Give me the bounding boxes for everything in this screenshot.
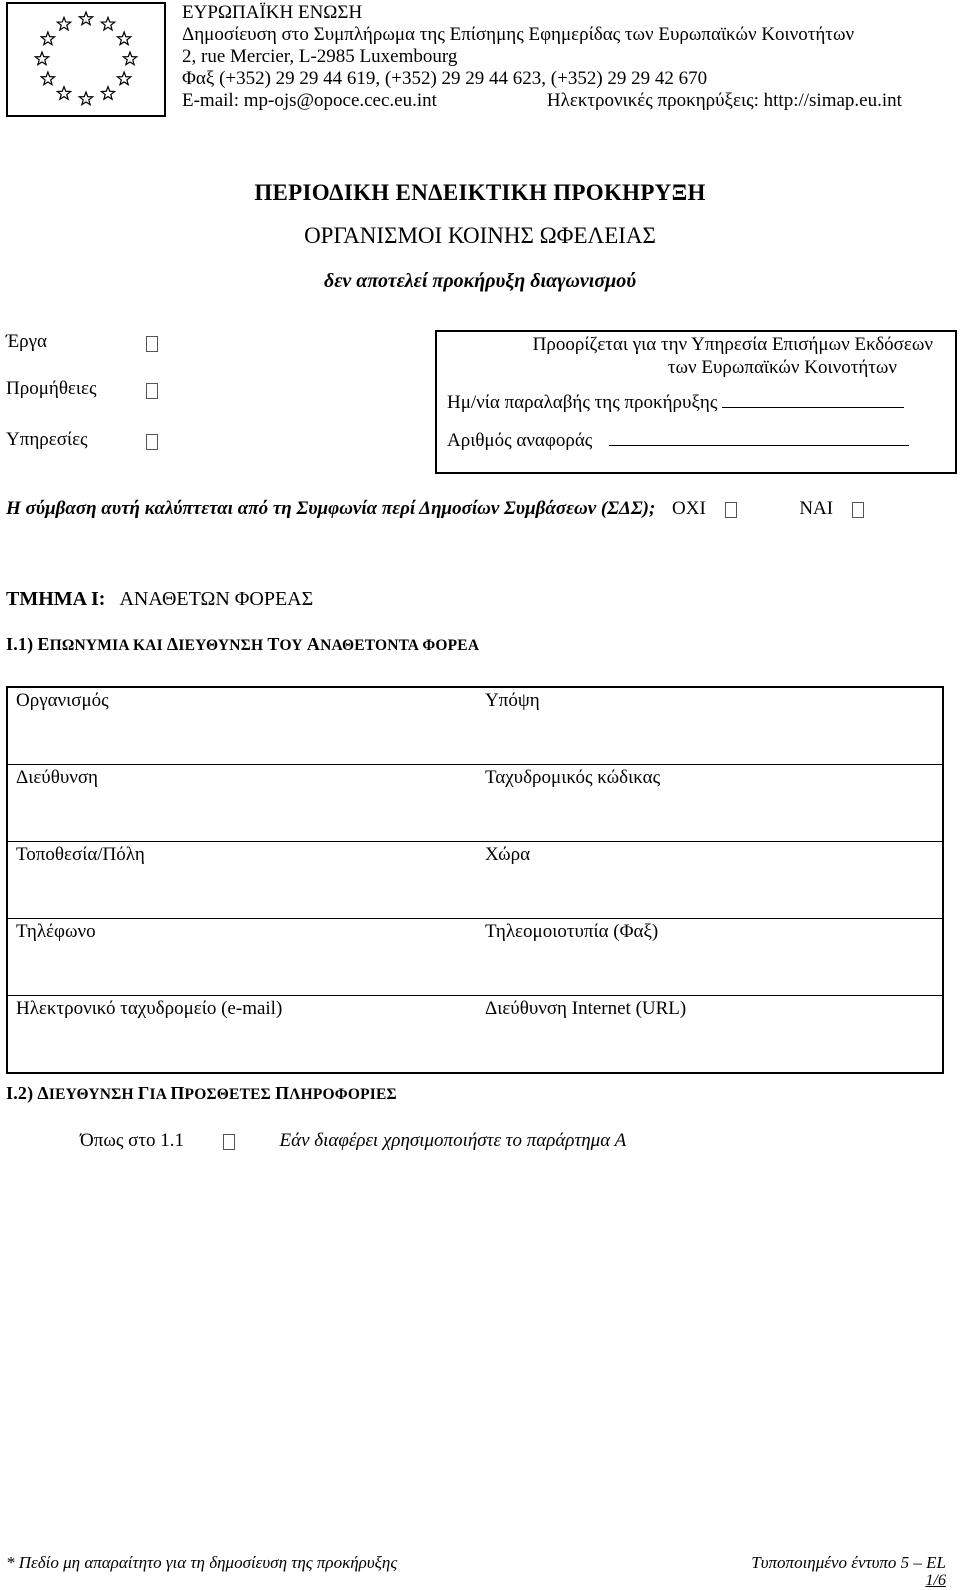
gpa-no-checkbox[interactable] (725, 502, 737, 518)
contracting-entity-form (6, 686, 944, 1074)
form-row (8, 918, 942, 995)
star-icon (79, 92, 92, 105)
section-label: ΤΜΗΜΑ I: (6, 588, 106, 610)
field-postal-code[interactable]: Ταχυδρομικός κώδικας (485, 767, 661, 788)
subsection-number: I.1) (6, 634, 34, 654)
supplies-checkbox[interactable] (146, 383, 158, 399)
reception-ref-field[interactable] (447, 430, 909, 452)
header-email: E-mail: mp-ojs@opoce.cec.eu.int (182, 90, 437, 111)
subsection-title: ΕΠΩΝΥΜΙΑ ΚΑΙ ΔΙΕΥΘΥΝΣΗ ΤΟΥ ΑΝΑΘΕΤΟΝΤΑ ΦΟΡΕΑ (37, 634, 480, 654)
works-checkbox[interactable] (146, 336, 158, 352)
subsection-number: I.2) (6, 1083, 34, 1103)
page-number: 1/6 (925, 1572, 946, 1589)
contract-type-works (6, 331, 47, 353)
subsection-title: ΔΙΕΥΘΥΝΣΗ ΓΙΑ ΠΡΟΣΘΕΤΕΣ ΠΛΗΡΟΦΟΡΙΕΣ (37, 1083, 397, 1103)
star-icon (117, 32, 130, 45)
gpa-question: Η σύμβαση αυτή καλύπτεται από τη Συμφωνία περί Δημοσίων Συμβάσεων (ΣΔΣ); (6, 498, 656, 519)
star-icon (41, 72, 54, 85)
field-town[interactable]: Τοποθεσία/Πόλη (16, 844, 145, 865)
field-url[interactable]: Διεύθυνση Internet (URL) (485, 998, 687, 1019)
header-tenders: Ηλεκτρονικές προκηρύξεις: http://simap.eu.int (546, 90, 902, 111)
form-row (8, 764, 942, 841)
reception-date-field[interactable] (447, 392, 904, 414)
field-organisation[interactable]: Οργανισμός (16, 690, 109, 711)
as-in-note: Εάν διαφέρει χρησιμοποιήστε το παράρτημα Α (279, 1130, 627, 1151)
header-org: ΕΥΡΩΠΑΪΚΗ ΕΝΩΣΗ (182, 2, 363, 23)
reception-line2: των Ευρωπαϊκών Κοινοτήτων (667, 357, 897, 378)
star-icon (101, 17, 114, 30)
header-publication: Δημοσίευση στο Συμπλήρωμα της Επίσημης Εφημερίδας των Ευρωπαϊκών Κοινοτήτων (182, 24, 855, 45)
services-checkbox[interactable] (146, 434, 158, 450)
reception-ref-label: Αριθμός αναφοράς (447, 430, 593, 451)
page-subtitle: ΟΡΓΑΝΙΣΜΟΙ ΚΟΙΝΗΣ ΩΦΕΛΕΙΑΣ (304, 223, 656, 248)
star-icon (41, 32, 54, 45)
star-icon (123, 52, 136, 65)
header-fax: Φαξ (+352) 29 29 44 619, (+352) 29 29 44 623, (+352) 29 29 42 670 (182, 68, 708, 89)
eu-logo (6, 2, 166, 117)
page-title: ΠΕΡΙΟΔΙΚΗ ΕΝΔΕΙΚΤΙΚΗ ΠΡΟΚΗΡΥΞΗ (254, 180, 706, 205)
gpa-question-row (6, 498, 864, 520)
form-row (8, 995, 942, 1072)
star-icon (101, 87, 114, 100)
field-country[interactable]: Χώρα (485, 844, 531, 865)
contract-type-label: Έργα (6, 331, 48, 352)
gpa-no-label: ΟΧΙ (672, 498, 706, 519)
star-icon (79, 12, 92, 25)
reception-date-label: Ημ/νία παραλαβής της προκήρυξης (447, 392, 718, 413)
eu-stars-icon (8, 4, 164, 115)
footer-form-id: Τυποποιημένο έντυπο 5 – EL (751, 1553, 946, 1572)
header-block (182, 2, 902, 112)
reception-line1: Προορίζεται για την Υπηρεσία Επισήμων Εκδόσεων (532, 334, 933, 355)
header-email-line (182, 90, 902, 112)
subsection-1-1-heading (6, 634, 479, 655)
form-row (8, 841, 942, 918)
field-attention[interactable]: Υπόψη (485, 690, 540, 711)
footer-note: * Πεδίο μη απαραίτητο για τη δημοσίευση της προκήρυξης (6, 1553, 398, 1572)
contract-type-services (6, 429, 88, 451)
star-icon (57, 17, 70, 30)
as-in-checkbox[interactable] (223, 1134, 235, 1150)
contract-type-label: Υπηρεσίες (6, 429, 88, 450)
form-row (8, 688, 942, 764)
section-title: ΑΝΑΘΕΤΩΝ ΦΟΡΕΑΣ (119, 588, 314, 610)
contract-type-supplies (6, 378, 97, 400)
as-in-label: Όπως στο 1.1 (80, 1130, 184, 1151)
subsection-1-2-heading (6, 1083, 397, 1104)
reception-date-line (722, 406, 904, 408)
star-icon (35, 52, 48, 65)
header-address: 2, rue Mercier, L-2985 Luxembourg (182, 46, 458, 67)
field-telephone[interactable]: Τηλέφωνο (16, 921, 96, 942)
star-icon (57, 87, 70, 100)
section-heading (6, 588, 313, 611)
field-email[interactable]: Ηλεκτρονικό ταχυδρομείο (e-mail) (16, 998, 283, 1019)
as-in-row (80, 1130, 626, 1152)
star-icon (117, 72, 130, 85)
reception-box (435, 330, 957, 474)
gpa-yes-checkbox[interactable] (852, 502, 864, 518)
gpa-yes-label: ΝΑΙ (799, 498, 834, 519)
field-fax[interactable]: Τηλεομοιοτυπία (Φαξ) (485, 921, 659, 942)
reception-ref-line (609, 444, 909, 446)
page-note: δεν αποτελεί προκήρυξη διαγωνισμού (323, 270, 637, 292)
contract-type-label: Προμήθειες (6, 378, 97, 399)
field-address[interactable]: Διεύθυνση (16, 767, 98, 788)
